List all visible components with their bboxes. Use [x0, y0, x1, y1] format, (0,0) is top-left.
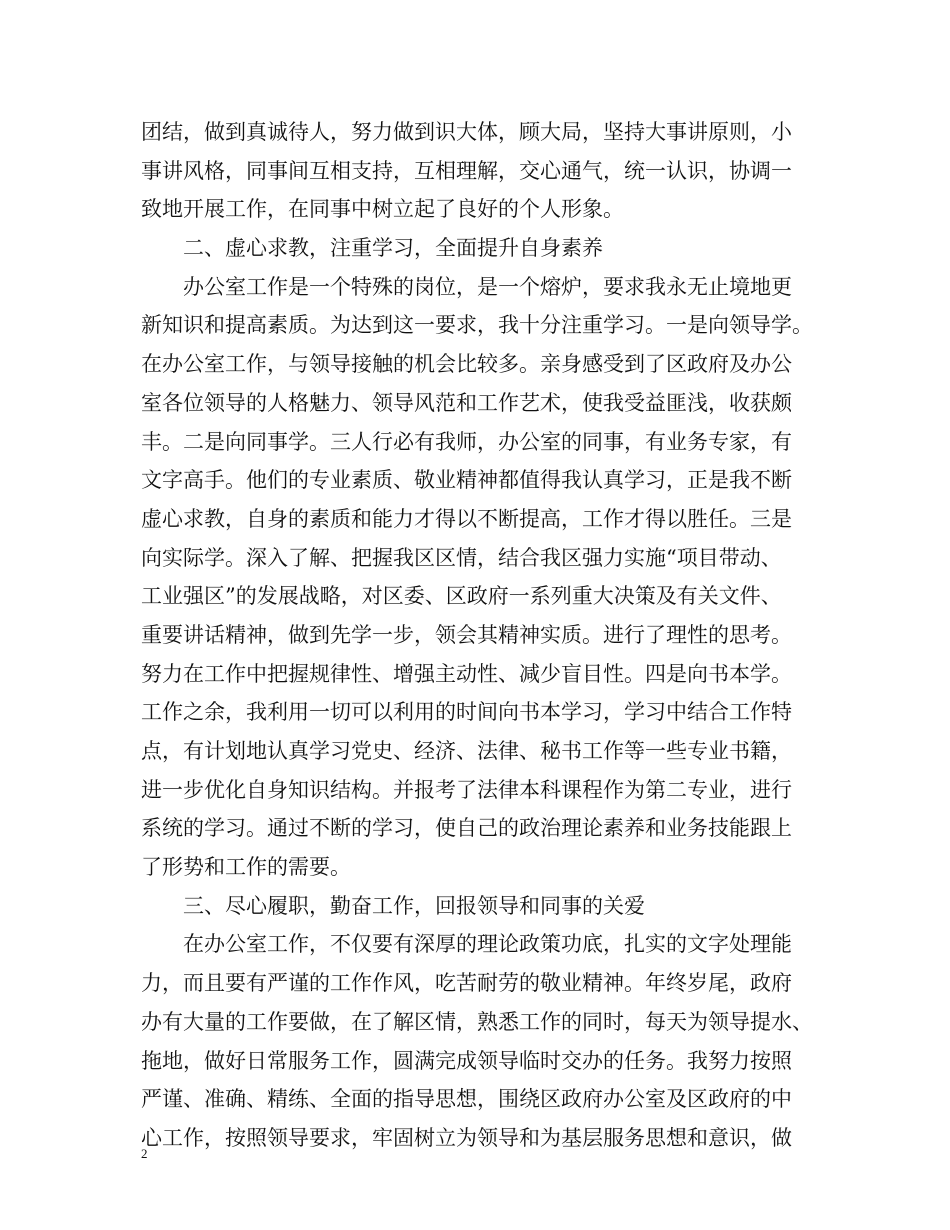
text-line: 室各位领导的人格魅力、领导风范和工作艺术，使我受益匪浅，收获颇 — [141, 390, 792, 415]
text-line: 事讲风格，同事间互相支持，互相理解，交心通气，统一认识，协调一 — [141, 158, 792, 183]
text-line: 进一步优化自身知识结构。并报考了法律本科课程作为第二专业，进行 — [141, 777, 792, 802]
text-line: 了形势和工作的需要。 — [141, 855, 351, 880]
text-line: 点，有计划地认真学习党史、经济、法律、秘书工作等一些专业书籍， — [141, 739, 792, 763]
text-line: 严谨、准确、精练、全面的指导思想，围绕区政府办公室及区政府的中 — [141, 1087, 792, 1112]
text-line: 重要讲话精神，做到先学一步，领会其精神实质。进行了理性的思考。 — [141, 622, 792, 647]
section-heading: 二、虚心求教，注重学习，全面提升自身素养 — [183, 236, 603, 261]
text-line: 工作之余，我利用一切可以利用的时间向书本学习，学习中结合工作特 — [141, 700, 792, 725]
text-line: 文字高手。他们的专业素质、敬业精神都值得我认真学习，正是我不断 — [141, 468, 792, 493]
text-line: 虚心求教，自身的素质和能力才得以不断提高，工作才得以胜任。三是 — [141, 506, 792, 531]
text-line: 办有大量的工作要做，在了解区情，熟悉工作的同时，每天为领导提水、 — [141, 1009, 813, 1034]
text-line: 新知识和提高素质。为达到这一要求，我十分注重学习。一是向领导学。 — [141, 313, 813, 338]
text-line: 团结，做到真诚待人，努力做到识大体，顾大局，坚持大事讲原则，小 — [141, 120, 792, 144]
text-line: 力，而且要有严谨的工作作风，吃苦耐劳的敬业精神。年终岁尾，政府 — [141, 971, 792, 996]
text-line: 心工作，按照领导要求，牢固树立为领导和为基层服务思想和意识，做 — [141, 1125, 792, 1150]
page-number: 2 — [141, 1146, 148, 1161]
text-line: 致地开展工作，在同事中树立起了良好的个人形象。 — [141, 197, 624, 222]
text-line: 系统的学习。通过不断的学习，使自己的政治理论素养和业务技能跟上 — [141, 816, 792, 841]
paragraph-first-line: 办公室工作是一个特殊的岗位，是一个熔炉，要求我永无止境地更 — [183, 274, 792, 299]
text-line: 在办公室工作，与领导接触的机会比较多。亲身感受到了区政府及办公 — [141, 352, 792, 377]
text-line: 向实际学。深入了解、把握我区区情，结合我区强力实施“项目带动、 — [141, 545, 782, 570]
text-line: 努力在工作中把握规律性、增强主动性、减少盲目性。四是向书本学。 — [141, 661, 792, 686]
text-line: 工业强区”的发展战略，对区委、区政府一系列重大决策及有关文件、 — [141, 584, 782, 609]
text-line: 拖地，做好日常服务工作，圆满完成领导临时交办的任务。我努力按照 — [141, 1048, 792, 1073]
section-heading: 三、尽心履职，勤奋工作，回报领导和同事的关爱 — [183, 893, 645, 918]
paragraph-first-line: 在办公室工作，不仅要有深厚的理论政策功底，扎实的文字处理能 — [183, 932, 792, 957]
text-line: 丰。二是向同事学。三人行必有我师，办公室的同事，有业务专家，有 — [141, 429, 792, 454]
document-body — [141, 113, 831, 1158]
